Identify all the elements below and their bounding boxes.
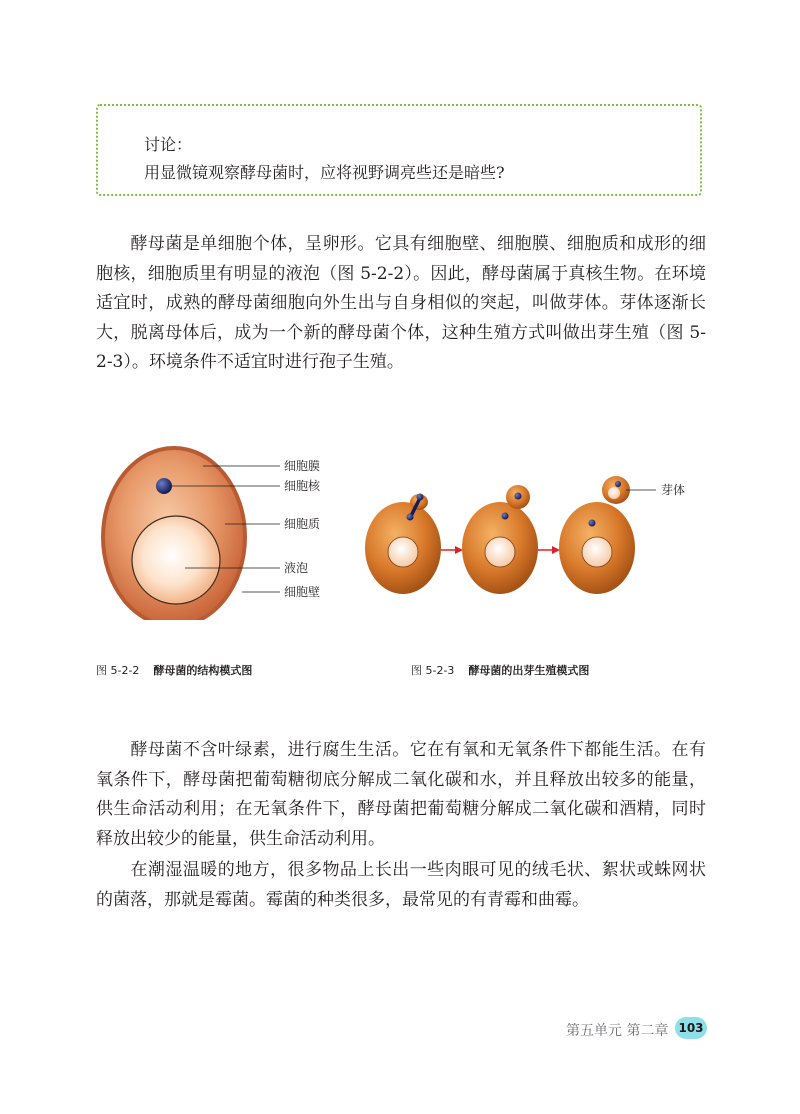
figure-caption-budding [411,662,589,678]
label-nucleus: 细胞核 [284,479,321,493]
nucleus-shape [156,478,172,494]
budding-stage-2 [462,485,538,594]
label-vacuole: 液泡 [284,561,309,575]
label-bud: 芽体 [661,483,686,497]
paragraph-mold [96,856,706,915]
label-cell-wall: 细胞壁 [284,585,321,599]
caption-text: 酵母菌的结构模式图 [153,664,253,677]
caption-number: 图 5-2-2 [96,664,140,677]
discussion-question: 用显微镜观察酵母菌时，应将视野调亮些还是暗些? [144,163,505,182]
footer-section: 第五单元 第二章 [566,1023,669,1039]
figure-caption-structure [96,662,252,678]
arrow-icon [441,546,463,554]
budding-stage-3 [559,476,635,594]
caption-text: 酵母菌的出芽生殖模式图 [468,664,590,677]
paragraph-yeast-structure [96,230,706,378]
paragraph-text: 酵母菌是单细胞个体，呈卵形。它具有细胞壁、细胞膜、细胞质和成形的细胞核，细胞质里有明显的液泡（图 5-2-2）。因此，酵母菌属于真核生物。在环境适宜时，成熟的酵母菌细胞向外生出与自身相似的突起，叫做芽体。芽体逐渐长大，脱离母体后，成为一个新的酵母菌个体，这种生殖方式叫做出芽生殖（图 5-2-3）。环境条件不适宜时进行孢子生殖。 [96,234,706,372]
paragraph-yeast-nutrition [96,736,706,854]
yeast-figures [0,440,800,620]
label-cell-membrane: 细胞膜 [284,459,321,473]
discussion-box [96,104,702,196]
yeast-structure-diagram [101,446,321,620]
vacuole-shape [132,516,220,604]
paragraph-text: 在潮湿温暖的地方，很多物品上长出一些肉眼可见的绒毛状、絮状或蛛网状的菌落，那就是霉菌。霉菌的种类很多，最常见的有青霉和曲霉。 [96,860,706,910]
page-number-badge: 103 [675,1017,707,1039]
discussion-title: 讨论： [144,135,193,154]
caption-number: 图 5-2-3 [411,664,455,677]
paragraph-text: 酵母菌不含叶绿素，进行腐生生活。它在有氧和无氧条件下都能生活。在有氧条件下，酵母菌把葡萄糖彻底分解成二氧化碳和水，并且释放出较多的能量，供生命活动利用；在无氧条件下，酵母菌把葡萄糖分解成二氧化碳和酒精，同时释放出较少的能量，供生命活动利用。 [96,740,706,849]
budding-stage-1 [365,494,441,595]
budding-diagram [365,476,685,594]
arrow-icon [538,546,560,554]
label-cytoplasm: 细胞质 [284,517,321,531]
